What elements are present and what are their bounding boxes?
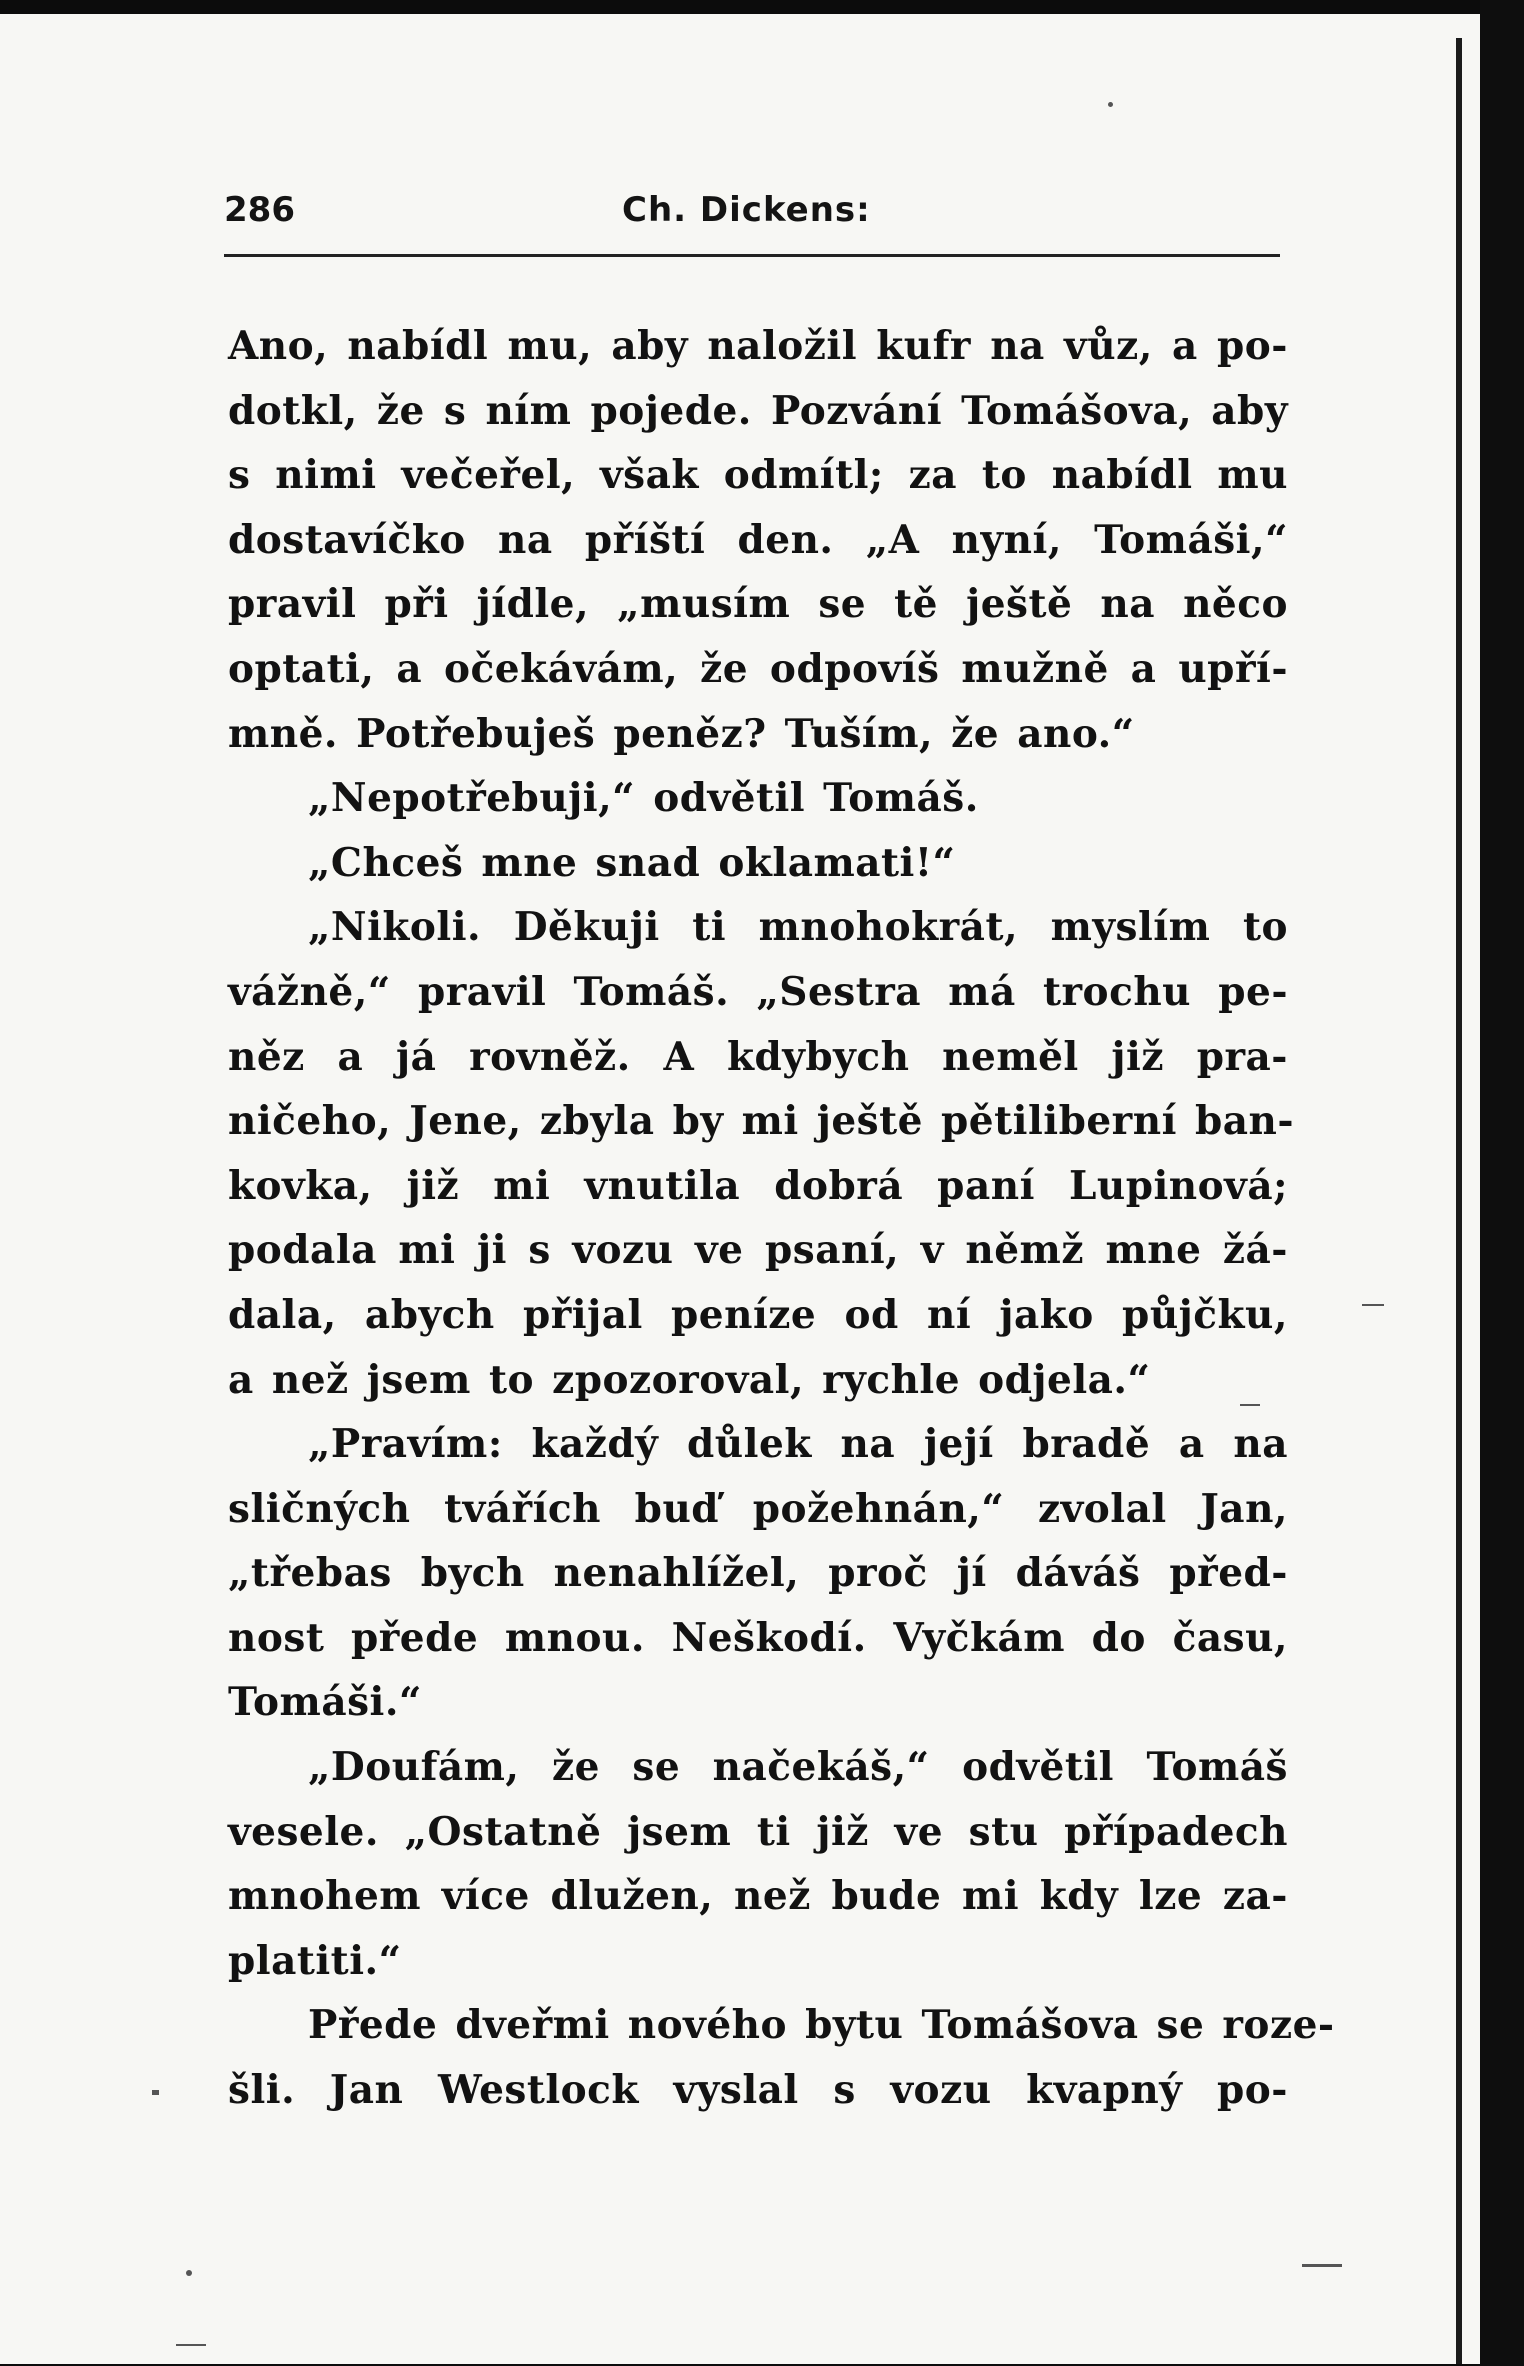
text-line: Ano, nabídl mu, aby naložil kufr na vůz, a po-: [228, 323, 1288, 369]
text-line: dotkl, že s ním pojede. Pozvání Tomášova, aby: [228, 387, 1288, 434]
running-title: Ch. Dickens:: [622, 190, 871, 230]
body-text: [228, 314, 1335, 2123]
text-line: mně. Potřebuješ peněz? Tuším, že ano.“: [228, 710, 1135, 757]
scan-speck: [1302, 2264, 1342, 2267]
scan-speck: [1240, 1404, 1260, 1406]
scan-speck: [1362, 1304, 1384, 1306]
text-line: „Nepotřebuji,“ odvětil Tomáš.: [308, 775, 979, 822]
text-line: mnohem více dlužen, než bude mi kdy lze za-: [228, 1873, 1288, 1920]
text-line: „Chceš mne snad oklamati!“: [308, 839, 956, 886]
scan-speck: [176, 2344, 206, 2346]
text-line: dala, abych přijal peníze od ní jako půjčku,: [228, 1291, 1288, 1338]
text-line: vesele. „Ostatně jsem ti již ve stu případech: [228, 1808, 1288, 1855]
text-line: dostavíčko na příští den. „A nyní, Tomáši,“: [228, 516, 1288, 563]
text-line: „Nikoli. Děkuji ti mnohokrát, myslím to: [308, 904, 1288, 951]
text-line: sličných tvářích buď požehnán,“ zvolal Jan,: [228, 1485, 1288, 1532]
scan-speck: [186, 2270, 192, 2276]
text-line: a než jsem to zpozoroval, rychle odjela.“: [228, 1356, 1151, 1403]
text-line: nost přede mnou. Neškodí. Vyčkám do času,: [228, 1614, 1288, 1661]
text-line: pravil při jídle, „musím se tě ještě na něco: [228, 581, 1288, 628]
text-line: Tomáši.“: [228, 1679, 422, 1726]
page-gutter-shadow: [1456, 38, 1462, 2364]
text-line: s nimi večeřel, však odmítl; za to nabídl mu: [228, 452, 1288, 499]
text-line: „Doufám, že se načekáš,“ odvětil Tomáš: [308, 1744, 1288, 1791]
text-line: Přede dveřmi nového bytu Tomášova se roze-: [308, 2002, 1335, 2049]
text-line: podala mi ji s vozu ve psaní, v němž mne žá-: [228, 1227, 1288, 1274]
text-line: ničeho, Jene, zbyla by mi ještě pětiliberní ban-: [228, 1098, 1295, 1145]
scan-speck: [152, 2090, 159, 2095]
scan-edge: [1480, 0, 1524, 2366]
header-rule: [224, 254, 1280, 257]
text-line: šli. Jan Westlock vyslal s vozu kvapný po-: [228, 2067, 1288, 2114]
text-line: „třebas bych nenahlížel, proč jí dáváš před-: [228, 1550, 1288, 1597]
text-line: vážně,“ pravil Tomáš. „Sestra má trochu pe-: [228, 968, 1288, 1015]
scan-speck: [1108, 102, 1113, 107]
text-line: platiti.“: [228, 1937, 402, 1984]
running-head: [224, 178, 1280, 238]
text-line: „Pravím: každý důlek na její bradě a na: [308, 1421, 1288, 1468]
text-line: něz a já rovněž. A kdybych neměl již pra-: [228, 1033, 1288, 1080]
text-line: kovka, již mi vnutila dobrá paní Lupinová;: [228, 1162, 1288, 1209]
book-page: [0, 14, 1480, 2364]
page-number: 286: [224, 190, 295, 230]
text-line: optati, a očekávám, že odpovíš mužně a upří-: [228, 645, 1288, 692]
